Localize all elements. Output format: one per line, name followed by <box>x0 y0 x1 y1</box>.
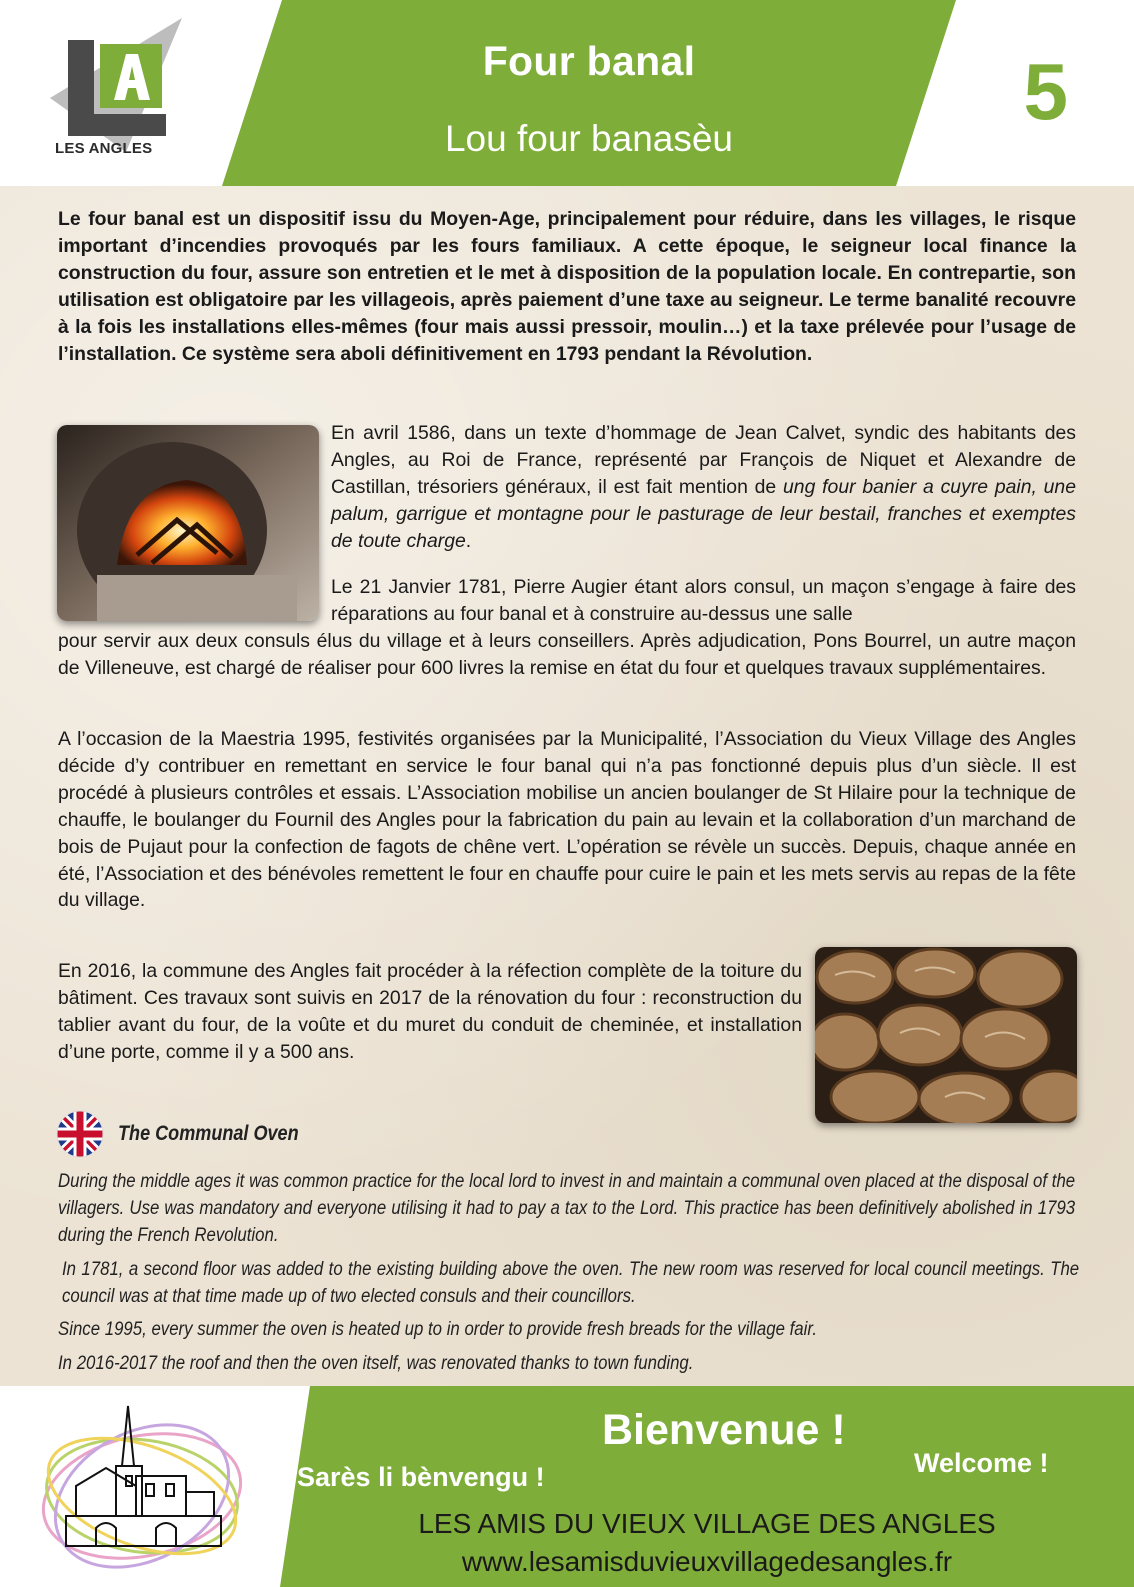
welcome-en: Welcome ! <box>914 1448 1049 1478</box>
page-title: Four banal <box>482 38 696 84</box>
paragraph-1781-start: Le 21 Janvier 1781, Pierre Augier étant alors consul, un maçon s’engage à faire des réparations au four banal et à construire au-dessus une salle <box>331 576 1076 625</box>
welcome-fr: Bienvenue ! <box>602 1406 846 1454</box>
paragraph-1995: A l’occasion de la Maestria 1995, festivités organisées par la Municipalité, l’Association du Vieux Village des Angles décide d’y contribuer en remettant en service le four banal qui n’a pas fonctionné depuis plus d’un siècle. Il est procédé à plusieurs contrôles et essais. L’Association mobilise un ancien boulanger de St Hilaire pour la technique de chauffe, le boulanger du Fournil des Angles pour la fabrication du pain au levain et la collaboration d’un marchand de bois de Pujaut pour la confection de fagots de chêne vert. L’opération se révèle un succès. Depuis, chaque année en été, l’Association et des bénévoles remettent le four en chauffe pour cuire le pain et les mets servis au repas de la fête du village. <box>58 728 1076 912</box>
english-paragraph-3: Since 1995, every summer the oven is heated up to in order to provide fresh breads for the village fair. <box>58 1318 818 1340</box>
intro-paragraph: Le four banal est un dispositif issu du Moyen-Age, principalement pour réduire, dans les villages, le risque important d’incendies provoqués par les fours familiaux. A cette époque, le seigneur local finance la construction du four, assure son entretien et le met à disposition de la population locale. En contrepartie, son utilisation est obligatoire par les villageois, après paiement d’une taxe au seigneur. Le terme banalité recouvre à la fois les installations elles-mêmes (four mais aussi pressoir, moulin…) et la taxe prélevée pour l’usage de l’installation. Ce système sera aboli définitivement en 1793 pendant la Révolution. <box>58 208 1076 365</box>
paragraph-1781-rest: pour servir aux deux consuls élus du village et à leurs conseillers. Après adjudication, Pons Bourrel, un autre maçon de Villeneuve, est chargé de réaliser pour 600 livres la remise en état du four et quelques travaux supplémentaires. <box>58 630 1076 679</box>
english-heading: The Communal Oven <box>118 1122 299 1145</box>
association-name: LES AMIS DU VIEUX VILLAGE DES ANGLES <box>418 1508 996 1539</box>
page-subtitle: Lou four banasèu <box>444 118 733 159</box>
website-link[interactable]: www.lesamisduvieuxvillagedesangles.fr <box>461 1546 953 1577</box>
historic-quote: ung four banier a cuyre pain, une palum, garrigue et montagne pour le pasturage de leur bestail, franches et exemptes de toute charge <box>331 475 1077 552</box>
paragraph-1586: En avril 1586, dans un texte d’hommage de Jean Calvet, syndic des habitants des Angles, au Roi de France, représenté par François de Niquet et Alexandre de Castillan, trésoriers généraux, il est fait mention de ung four banier a cuyre pain, une palum, garrigue et montagne pour le pasturage de leur bestail, franches et exemptes de toute charge. <box>331 422 1077 552</box>
uk-flag-icon <box>56 1110 104 1158</box>
paragraph-2016: En 2016, la commune des Angles fait procéder à la réfection complète de la toiture du bâtiment. Ces travaux sont suivis en 2017 de la rénovation du four : reconstruction du tablier avant du four, de la voûte et du muret du conduit de cheminée, et installation d’une porte, comme il y a 500 ans. <box>58 960 802 1063</box>
english-paragraph-2: In 1781, a second floor was added to the existing building above the oven. The new room was reserved for local council meetings. The council was at that time made up of two elected consuls and their councillors. <box>62 1258 1080 1307</box>
english-paragraph-4: In 2016-2017 the roof and then the oven itself, was renovated thanks to town funding. <box>58 1352 694 1374</box>
footer <box>0 1386 1134 1587</box>
panel-number: 5 <box>1023 47 1068 136</box>
oven-fire-photo <box>57 425 319 621</box>
logo-caption: LES ANGLES <box>55 140 153 157</box>
english-paragraph-1: During the middle ages it was common practice for the local lord to invest in and maintain a communal oven placed at the disposal of the villagers. Use was mandatory and everyone utilising it had to pay a tax to the Lord. This practice has been definitively abolished in 1793 during the French Revolution. <box>58 1170 1076 1246</box>
welcome-oc: Sarès li bènvengu ! <box>297 1462 545 1492</box>
village-drawing-logo <box>36 1396 248 1576</box>
bread-loaves-photo <box>815 947 1077 1123</box>
header <box>0 0 1134 186</box>
